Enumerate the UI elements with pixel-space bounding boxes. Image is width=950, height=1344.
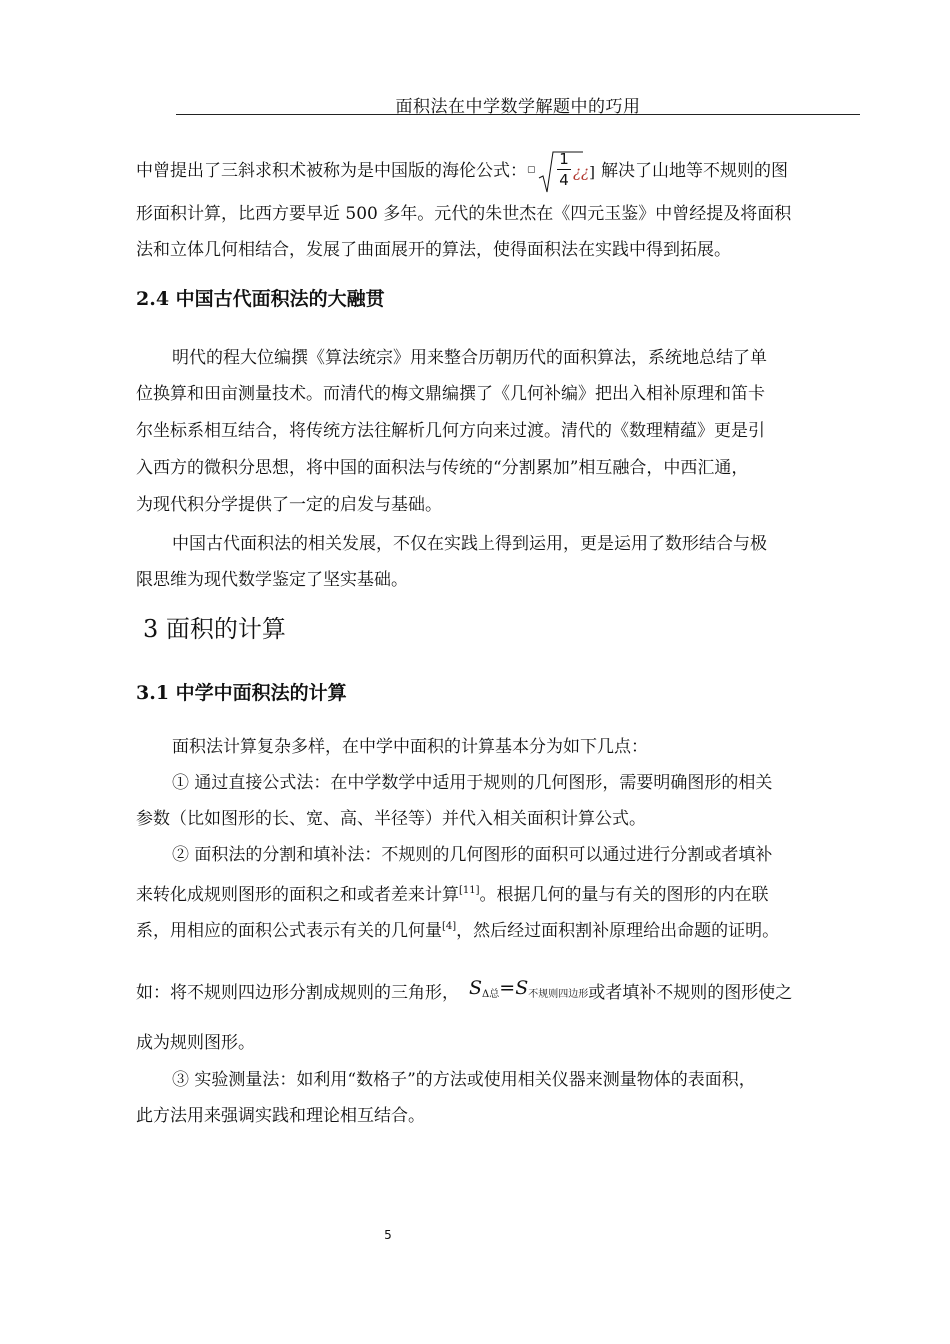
- heron-formula: [527, 148, 601, 198]
- text-run: 。根据几何的量与有关的图形的内在联: [479, 885, 769, 905]
- broken-glyph-text: ¿¿: [573, 163, 590, 181]
- paragraph-line: 位换算和田亩测量技术。而清代的梅文鼎编撰了《几何补编》把出入相补原理和笛卡: [136, 384, 765, 404]
- paragraph-line: 法和立体几何相结合，发展了曲面展开的算法，使得面积法在实践中得到拓展。: [136, 240, 731, 260]
- equals-sign: =: [499, 977, 516, 999]
- paragraph-line: 限思维为现代数学鉴定了坚实基础。: [136, 570, 408, 590]
- list-item-line: [136, 879, 769, 907]
- s-symbol: S: [469, 977, 483, 999]
- area-equation: [469, 976, 588, 1007]
- list-item-line: ① 通过直接公式法：在中学数学中适用于规则的几何图形，需要明确图形的相关: [172, 773, 773, 793]
- paragraph-line: 形面积计算，比西方要早近 500 多年。元代的朱世杰在《四元玉鉴》中曾经提及将面积: [136, 204, 792, 224]
- text-run: 如：将不规则四边形分割成规则的三角形，: [136, 983, 459, 1003]
- list-item-line: ② 面积法的分割和填补法：不规则的几何图形的面积可以通过进行分割或者填补: [172, 845, 773, 865]
- chapter-heading-3: 3 面积的计算: [143, 615, 286, 643]
- list-item-line: [136, 976, 792, 1007]
- paragraph-line: 明代的程大位编撰《算法统宗》用来整合历朝历代的面积算法，系统地总结了单: [172, 348, 767, 368]
- subscript: Δ总: [482, 989, 500, 1000]
- header-rule: [176, 114, 860, 115]
- subscript: 不规则四边形: [528, 989, 589, 1000]
- text-run: 或者填补不规则的图形使之: [588, 983, 793, 1003]
- fraction: [557, 150, 571, 189]
- list-item-line: ③ 实验测量法：如利用“数格子”的方法或使用相关仪器来测量物体的表面积，: [172, 1070, 756, 1090]
- text-run: ，然后经过面积割补原理给出命题的证明。: [456, 921, 780, 941]
- text-run: 系，用相应的面积公式表示有关的几何量: [136, 921, 442, 941]
- broken-glyphs: [573, 160, 595, 184]
- paragraph-line: [136, 148, 788, 198]
- page-number: 5: [384, 1228, 392, 1242]
- placeholder-box-icon: ▢: [527, 165, 536, 175]
- list-item-line: [136, 915, 779, 943]
- text-run: 解决了山地等不规则的图: [601, 161, 788, 181]
- paragraph-line: 为现代积分学提供了一定的启发与基础。: [136, 495, 442, 515]
- fraction-numerator: 1: [559, 150, 569, 168]
- running-header: 面积法在中学数学解题中的巧用: [395, 97, 641, 117]
- section-heading-3-1: 3.1 中学中面积法的计算: [136, 682, 347, 704]
- bracket-glyph: ]: [589, 163, 595, 181]
- paragraph-line: 面积法计算复杂多样，在中学中面积的计算基本分为如下几点：: [172, 737, 648, 757]
- citation: [4]: [442, 921, 457, 932]
- paragraph-line: 入西方的微积分思想，将中国的面积法与传统的“分割累加”相互融合，中西汇通，: [136, 458, 749, 478]
- list-item-line: 此方法用来强调实践和理论相互结合。: [136, 1106, 425, 1126]
- s-symbol: S: [515, 977, 529, 999]
- text-run: 中曾提出了三斜求积术被称为是中国版的海伦公式：: [136, 161, 527, 181]
- fraction-bar: [557, 169, 571, 170]
- text-run: 来转化成规则图形的面积之和或者差来计算: [136, 885, 459, 905]
- fraction-denominator: 4: [559, 171, 569, 189]
- section-heading-2-4: 2.4 中国古代面积法的大融贯: [136, 288, 385, 310]
- paragraph-line: 中国古代面积法的相关发展，不仅在实践上得到运用，更是运用了数形结合与极: [172, 534, 767, 554]
- list-item-line: 参数（比如图形的长、宽、高、半径等）并代入相关面积计算公式。: [136, 809, 646, 829]
- citation: [11]: [459, 885, 480, 896]
- list-item-line: 成为规则图形。: [136, 1033, 255, 1053]
- paragraph-line: 尔坐标系相互结合，将传统方法往解析几何方向来过渡。清代的《数理精蕴》更是引: [136, 421, 765, 441]
